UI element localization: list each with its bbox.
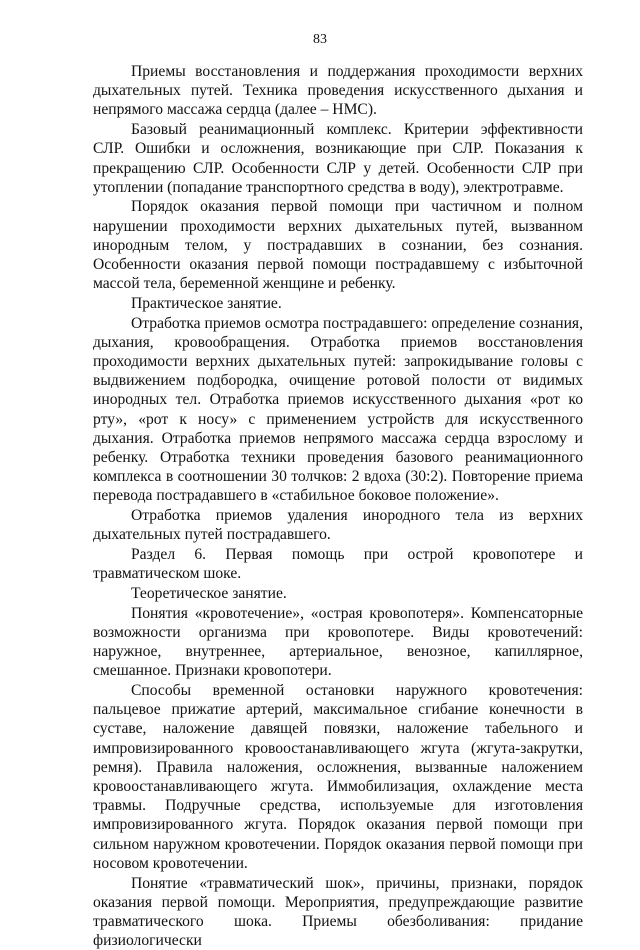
paragraph-airway-techniques: Приемы восстановления и поддержания проходимости верхних дыхательных путей. Техника проведения искусственного дыхания и непрямого массажа сердца (далее – НМС). <box>93 63 583 119</box>
paragraph-bleeding-control: Способы временной остановки наружного кровотечения: пальцевое прижатие артерий, максимальное сгибание конечности в суставе, наложение давящей повязки, наложение табельного и импровизированного кровоостанавливающего жгута (жгута-закрутки, ремня). Правила наложения, осложнения, вызванные наложением кровоостанавливающего жгута. Иммобилизация, охлаждение места травмы. Подручные средства, используемые для изготовления импровизированного жгута. Порядок оказания первой помощи при сильном наружном кровотечении. Порядок оказания первой помощи при носовом кровотечении. <box>93 682 583 872</box>
paragraph-foreign-body-aid: Порядок оказания первой помощи при частичном и полном нарушении проходимости верхних дыхательных путей, вызванном инородным телом, у пострадавших в сознании, без сознания. Особенности оказания первой помощи пострадавшему с избыточной массой тела, беременной женщине и ребенку. <box>93 198 583 293</box>
paragraph-practice-techniques: Отработка приемов осмотра пострадавшего: определение сознания, дыхания, кровообращения. Отработка приемов восстановления проходимости верхних дыхательных путей: запрокидывание головы с выдвижением подбородка, очищение ротовой полости от видимых инородных тел. Отработка приемов искусственного дыхания «рот ко рту», «рот к носу» с применением устройств для искусственного дыхания. Отработка приемов непрямого массажа сердца взрослому и ребенку. Отработка техники проведения базового реанимационного комплекса в соотношении 30 толчков: 2 вдоха (30:2). Повторение приема перевода пострадавшего в «стабильное боковое положение». <box>93 314 583 505</box>
paragraph-practical-lesson: Практическое занятие. <box>131 294 282 312</box>
paragraph-foreign-body-removal: Отработка приемов удаления инородного тела из верхних дыхательных путей пострадавшего. <box>93 507 583 544</box>
paragraph-theory-lesson: Теоретическое занятие. <box>131 584 287 602</box>
section-heading: Раздел 6. Первая помощь при острой кровопотере и травматическом шоке. <box>93 546 583 583</box>
paragraph-traumatic-shock: Понятие «травматический шок», причины, признаки, порядок оказания первой помощи. Мероприятия, предупреждающие развитие травматического шока. Приемы обезболивания: придание физиологически <box>93 874 583 950</box>
page-number: 83 <box>313 32 327 47</box>
paragraph-bleeding-concepts: Понятия «кровотечение», «острая кровопотеря». Компенсаторные возможности организма при кровопотере. Виды кровотечений: наружное, внутреннее, артериальное, венозное, капиллярное, смешанное. Признаки кровопотери. <box>93 604 583 680</box>
document-text <box>93 62 583 950</box>
paragraph-basic-resuscitation: Базовый реанимационный комплекс. Критерии эффективности СЛР. Ошибки и осложнения, возникающие при СЛР. Показания к прекращению СЛР. Особенности СЛР у детей. Особенности СЛР при утоплении (попадание транспортного средства в воду), электротравме. <box>93 121 583 196</box>
